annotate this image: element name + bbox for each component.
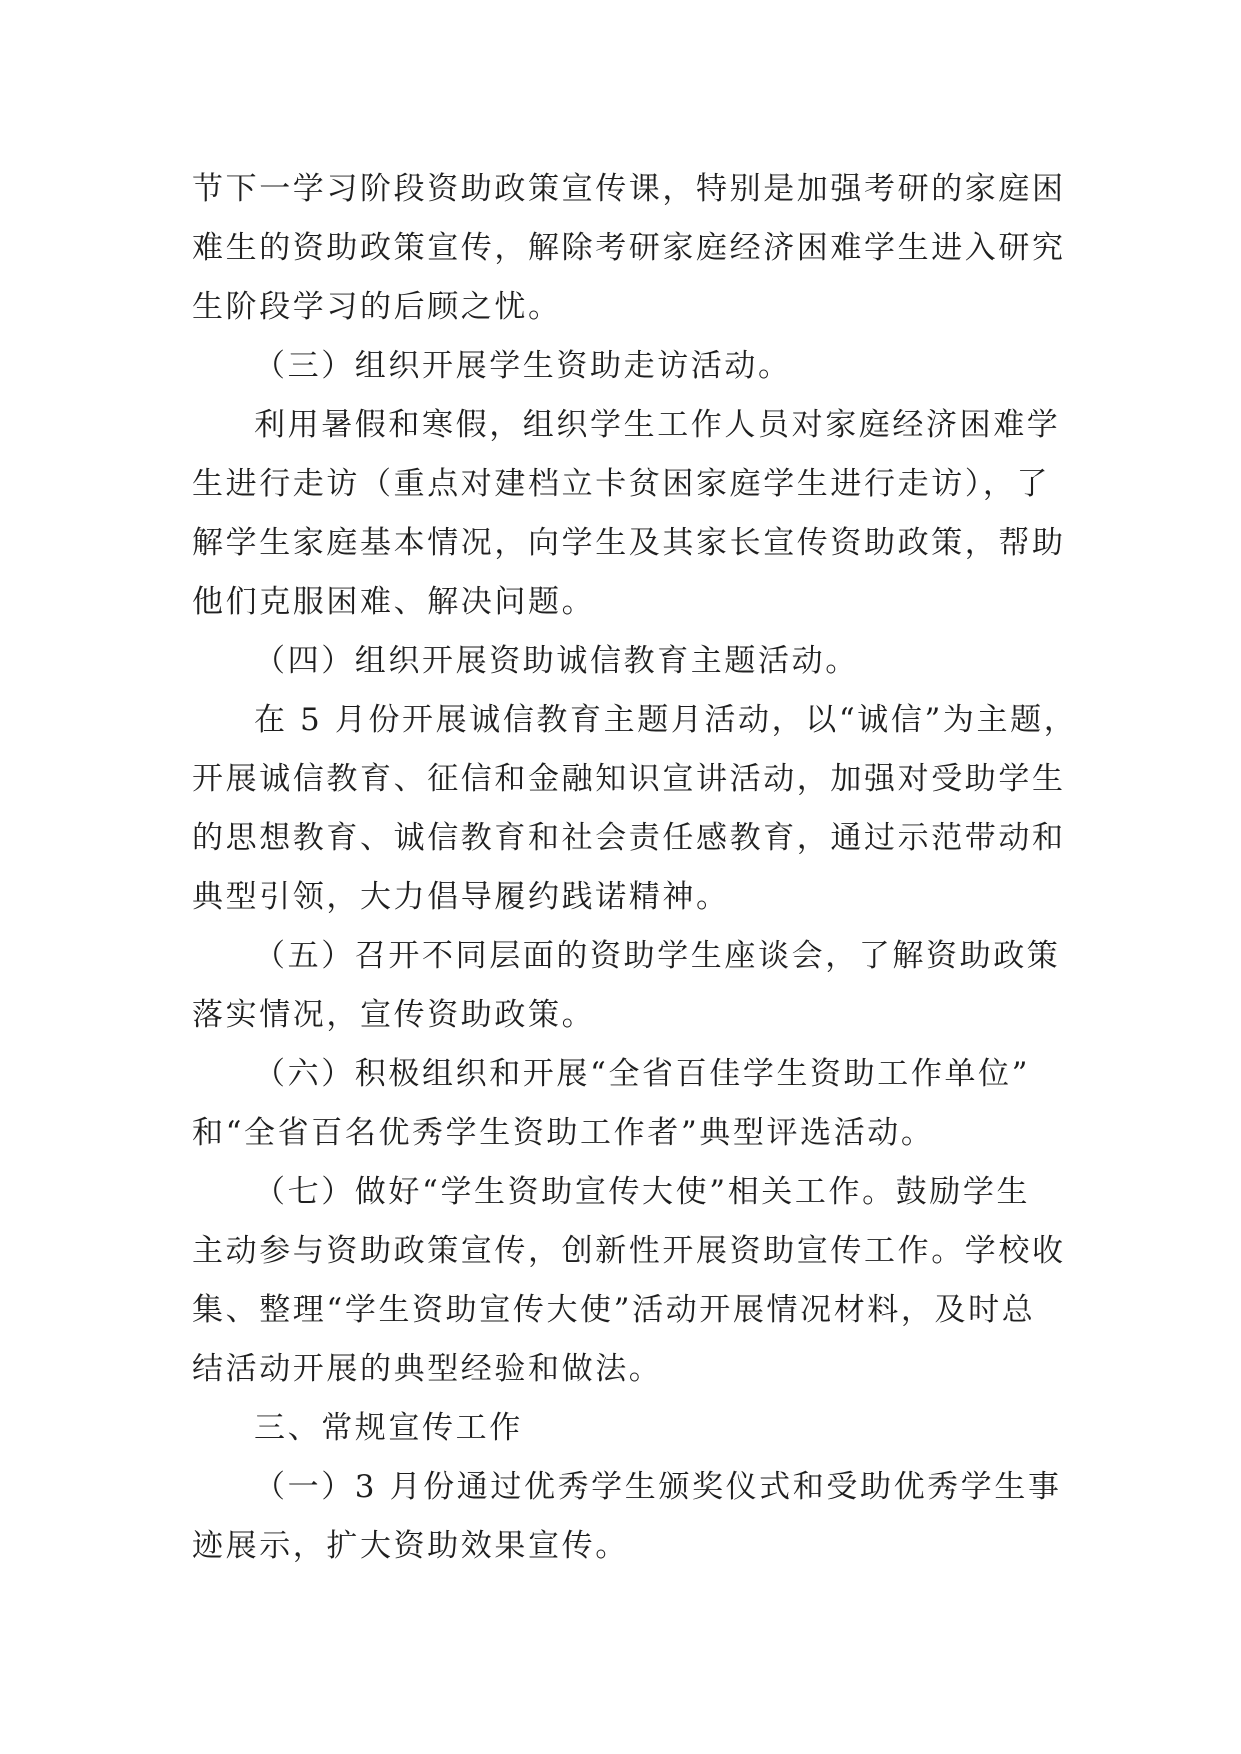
section-heading: （五）召开不同层面的资助学生座谈会，了解资助政策 <box>254 938 1061 974</box>
text-line: 典型引领，大力倡导履约践诺精神。 <box>192 879 730 915</box>
text-line: 主动参与资助政策宣传，创新性开展资助宣传工作。学校收 <box>192 1233 1066 1269</box>
text-line: 的思想教育、诚信教育和社会责任感教育，通过示范带动和 <box>192 820 1066 856</box>
text-line: 落实情况，宣传资助政策。 <box>192 997 596 1033</box>
text-line: 迹展示，扩大资助效果宣传。 <box>192 1528 629 1564</box>
text-line: 生阶段学习的后顾之忧。 <box>192 289 562 325</box>
text-line: 在 5 月份开展诚信教育主题月活动，以“诚信”为主题， <box>254 702 1078 738</box>
text-line: 难生的资助政策宣传，解除考研家庭经济困难学生进入研究 <box>192 230 1066 266</box>
text-line: 结活动开展的典型经验和做法。 <box>192 1351 663 1387</box>
section-heading: （六）积极组织和开展“全省百佳学生资助工作单位” <box>254 1056 1031 1092</box>
text-line: 节下一学习阶段资助政策宣传课，特别是加强考研的家庭困 <box>192 171 1066 207</box>
text-line: 利用暑假和寒假，组织学生工作人员对家庭经济困难学 <box>254 407 1061 443</box>
section-heading: （七）做好“学生资助宣传大使”相关工作。鼓励学生 <box>254 1174 1031 1210</box>
section-heading: （四）组织开展资助诚信教育主题活动。 <box>254 643 859 679</box>
text-line: 解学生家庭基本情况，向学生及其家长宣传资助政策，帮助 <box>192 525 1066 561</box>
section-heading: （一）3 月份通过优秀学生颁奖仪式和受助优秀学生事 <box>254 1469 1062 1505</box>
text-line: 他们克服困难、解决问题。 <box>192 584 596 620</box>
text-line: 开展诚信教育、征信和金融知识宣讲活动，加强对受助学生 <box>192 761 1066 797</box>
text-line: 集、整理“学生资助宣传大使”活动开展情况材料，及时总 <box>192 1292 1036 1328</box>
text-line: 和“全省百名优秀学生资助工作者”典型评选活动。 <box>192 1115 935 1151</box>
text-line: 生进行走访（重点对建档立卡贫困家庭学生进行走访），了 <box>192 466 1051 502</box>
chapter-heading: 三、常规宣传工作 <box>254 1410 523 1446</box>
section-heading: （三）组织开展学生资助走访活动。 <box>254 348 792 384</box>
document-body <box>192 160 1078 1576</box>
